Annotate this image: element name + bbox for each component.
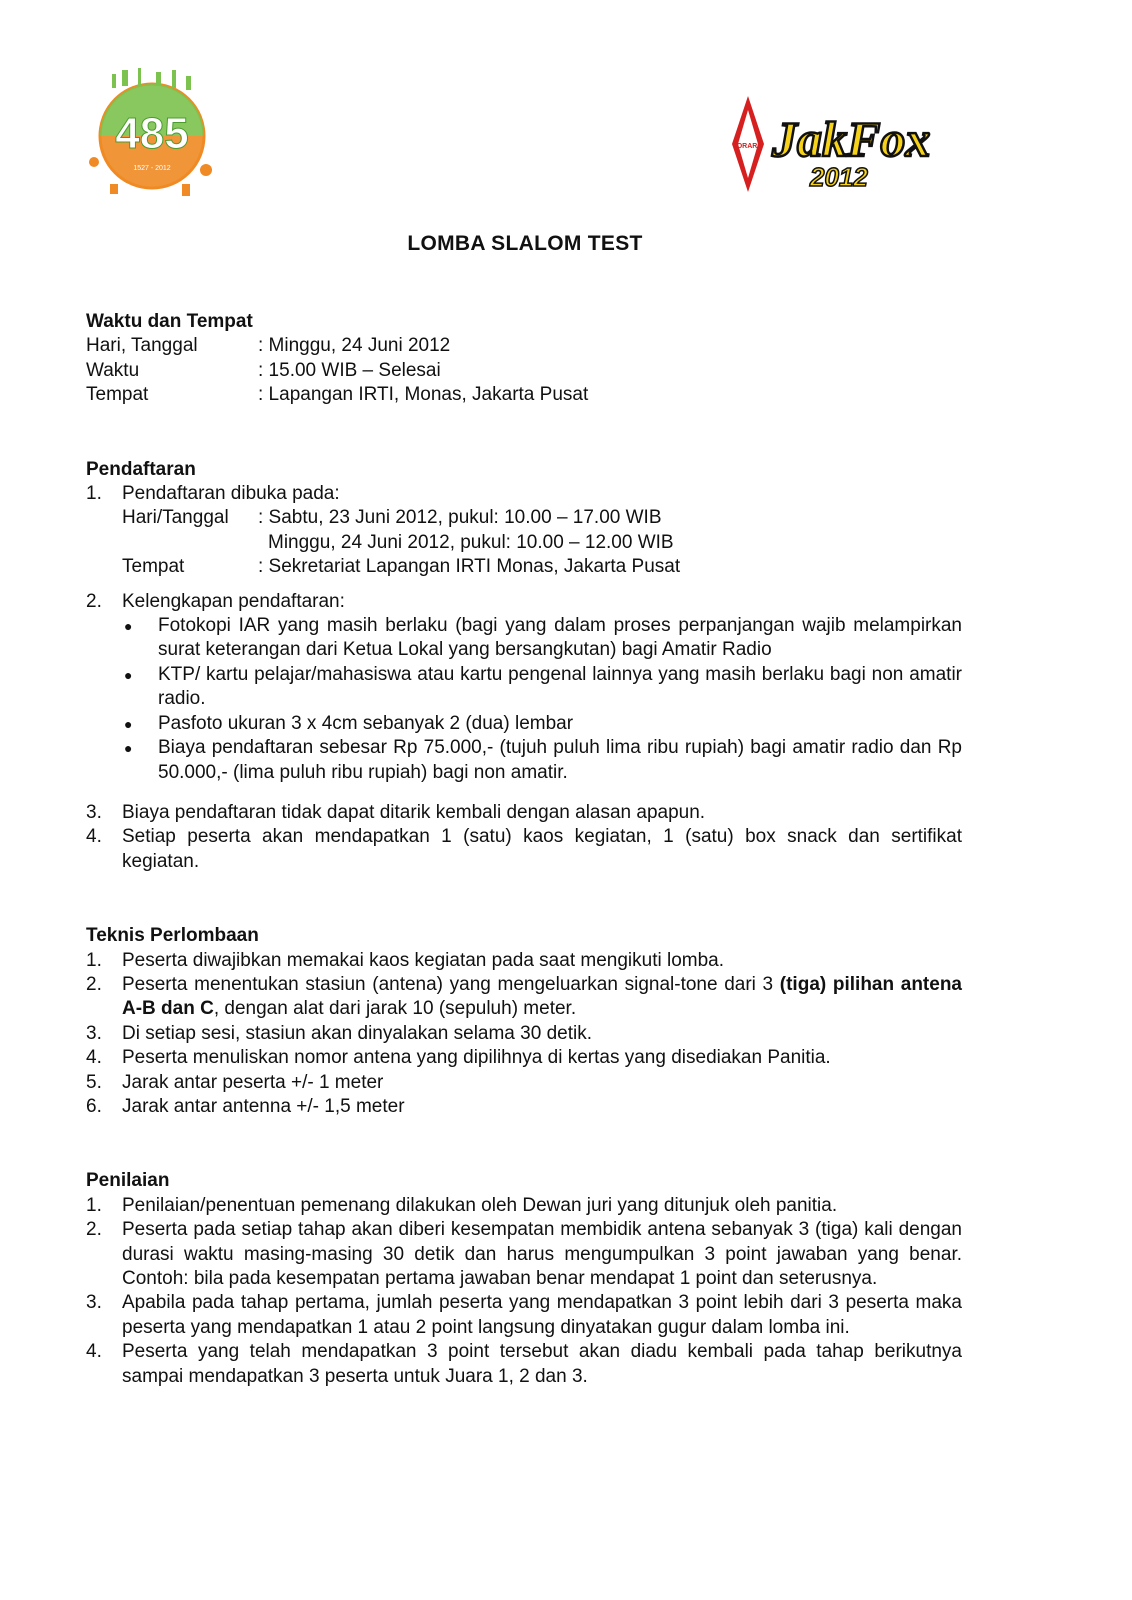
teknis-list — [86, 949, 962, 1120]
schedule-label: Tempat — [122, 556, 185, 578]
list-item — [86, 801, 962, 825]
list-number: 2. — [86, 1219, 102, 1241]
text-run: Peserta menentukan stasiun (antena) yang mengeluarkan signal-tone dari 3 — [122, 973, 780, 995]
list-item — [86, 1022, 962, 1046]
bullet-text: KTP/ kartu pelajar/mahasiswa atau kartu pengenal lainnya yang masih berlaku bagi non amatir radio. — [158, 663, 962, 710]
list-item — [86, 1291, 962, 1340]
bold-text-run: (tiga) pilihan antena A-B dan C — [122, 973, 962, 1020]
info-value: : 15.00 WIB – Selesai — [258, 359, 441, 381]
bullet-icon: ● — [124, 666, 133, 683]
list-number: 4. — [86, 1047, 102, 1069]
list-number: 2. — [86, 590, 102, 612]
list-number: 1. — [86, 483, 102, 505]
jakfox-wordmark: JakFox — [772, 111, 931, 167]
list-item-text: Di setiap sesi, stasiun akan dinyalakan selama 30 detik. — [122, 1022, 592, 1044]
bullet-item — [122, 663, 962, 712]
schedule-row — [122, 506, 962, 530]
info-row — [86, 383, 962, 407]
list-item-text: Peserta yang telah mendapatkan 3 point tersebut akan diadu kembali pada tahap berikutnya sampai mendapatkan 3 peserta untuk Juara 1, 2 dan 3. — [122, 1341, 962, 1387]
info-row — [86, 359, 962, 383]
bullet-item — [122, 614, 962, 663]
list-item — [86, 1340, 962, 1389]
logo-485-text: 485 — [115, 109, 189, 158]
list-item — [86, 973, 962, 1022]
bullet-text: Pasfoto ukuran 3 x 4cm sebanyak 2 (dua) lembar — [158, 712, 574, 734]
orari-badge-text: ORARI — [736, 143, 760, 150]
bullet-icon: ● — [124, 740, 133, 757]
section-heading-penilaian: Penilaian — [86, 1170, 170, 1192]
document-body — [86, 310, 962, 1389]
list-item-text — [122, 973, 962, 1022]
list-item — [86, 825, 962, 874]
list-number: 1. — [86, 949, 102, 971]
text-run: , dengan alat dari jarak 10 (sepuluh) meter. — [213, 998, 577, 1020]
schedule-label: Hari/Tanggal — [122, 507, 229, 529]
schedule-value: : Sekretariat Lapangan IRTI Monas, Jakarta Pusat — [258, 556, 681, 578]
pendaftaran-list — [86, 482, 962, 874]
jakarta-485-logo — [82, 66, 222, 202]
jakfox-2012-logo — [726, 94, 956, 196]
info-value: : Minggu, 24 Juni 2012 — [258, 335, 451, 357]
section-heading-teknis: Teknis Perlombaan — [86, 925, 259, 947]
bullet-icon: ● — [124, 715, 133, 732]
list-item-text: Penilaian/penentuan pemenang dilakukan oleh Dewan juri yang ditunjuk oleh panitia. — [122, 1194, 838, 1216]
list-item-text: Pendaftaran dibuka pada: — [122, 483, 340, 505]
list-item — [86, 590, 962, 785]
list-item-text: Jarak antar peserta +/- 1 meter — [122, 1071, 384, 1093]
list-item — [86, 1194, 962, 1218]
list-item-text: Setiap peserta akan mendapatkan 1 (satu) kaos kegiatan, 1 (satu) box snack dan sertifikat kegiatan. — [122, 826, 962, 872]
bullet-item — [122, 736, 962, 785]
list-item — [86, 1218, 962, 1291]
list-item-text: Biaya pendaftaran tidak dapat ditarik kembali dengan alasan apapun. — [122, 801, 706, 823]
list-number: 4. — [86, 826, 102, 848]
list-number: 4. — [86, 1341, 102, 1363]
bullet-icon: ● — [124, 618, 133, 635]
list-number: 6. — [86, 1095, 102, 1117]
schedule-row — [122, 555, 962, 579]
section-heading-pendaftaran: Pendaftaran — [86, 458, 196, 480]
bullet-item — [122, 712, 962, 736]
list-item — [86, 1095, 962, 1119]
info-label: Hari, Tanggal — [86, 335, 198, 357]
info-row — [86, 334, 962, 358]
bullet-text: Biaya pendaftaran sebesar Rp 75.000,- (tujuh puluh lima ribu rupiah) bagi amatir radio dan Rp 50.000,- (lima puluh ribu rupiah) bagi non amatir. — [158, 737, 962, 783]
list-number: 3. — [86, 1022, 102, 1044]
list-item-text: Apabila pada tahap pertama, jumlah peserta yang mendapatkan 3 point lebih dari 3 peserta maka peserta yang mendapatkan 1 atau 2 point langsung dinyatakan gugur dalam lomba ini. — [122, 1292, 962, 1338]
list-item-text: Peserta diwajibkan memakai kaos kegiatan pada saat mengikuti lomba. — [122, 949, 724, 971]
logo-years-text: 1527 - 2012 — [133, 165, 171, 172]
list-item-text: Peserta pada setiap tahap akan diberi kesempatan membidik antena sebanyak 3 (tiga) kali dengan durasi waktu masing-masing 30 detik dan harus mengumpulkan 3 point jawaban yang benar. Contoh: bila pada kesempatan pertama jawaban benar mendapat 1 point dan seterusnya. — [122, 1219, 962, 1289]
jakfox-year: 2012 — [810, 162, 868, 192]
list-number: 3. — [86, 801, 102, 823]
list-number: 1. — [86, 1194, 102, 1216]
section-heading-waktu: Waktu dan Tempat — [86, 311, 253, 332]
penilaian-list — [86, 1194, 962, 1389]
document-title: LOMBA SLALOM TEST — [407, 232, 643, 255]
schedule-value: Minggu, 24 Juni 2012, pukul: 10.00 – 12.00 WIB — [268, 531, 674, 553]
info-label: Tempat — [86, 384, 149, 406]
list-number: 3. — [86, 1292, 102, 1314]
schedule-row — [122, 531, 962, 555]
list-item-text: Kelengkapan pendaftaran: — [122, 590, 345, 612]
list-item — [86, 1046, 962, 1070]
list-item — [86, 949, 962, 973]
list-number: 5. — [86, 1071, 102, 1093]
schedule-value: : Sabtu, 23 Juni 2012, pukul: 10.00 – 17.00 WIB — [258, 507, 662, 529]
requirements-list — [122, 614, 962, 785]
bullet-text: Fotokopi IAR yang masih berlaku (bagi yang dalam proses perpanjangan wajib melampirkan surat keterangan dari Ketua Lokal yang bersangkutan) bagi Amatir Radio — [158, 615, 962, 661]
info-value: : Lapangan IRTI, Monas, Jakarta Pusat — [258, 384, 589, 406]
list-item — [86, 1071, 962, 1095]
list-item — [86, 482, 962, 580]
list-number: 2. — [86, 973, 102, 995]
list-item-text: Peserta menuliskan nomor antena yang dipilihnya di kertas yang disediakan Panitia. — [122, 1047, 831, 1069]
list-item-text: Jarak antar antenna +/- 1,5 meter — [122, 1095, 405, 1117]
info-label: Waktu — [86, 359, 140, 381]
